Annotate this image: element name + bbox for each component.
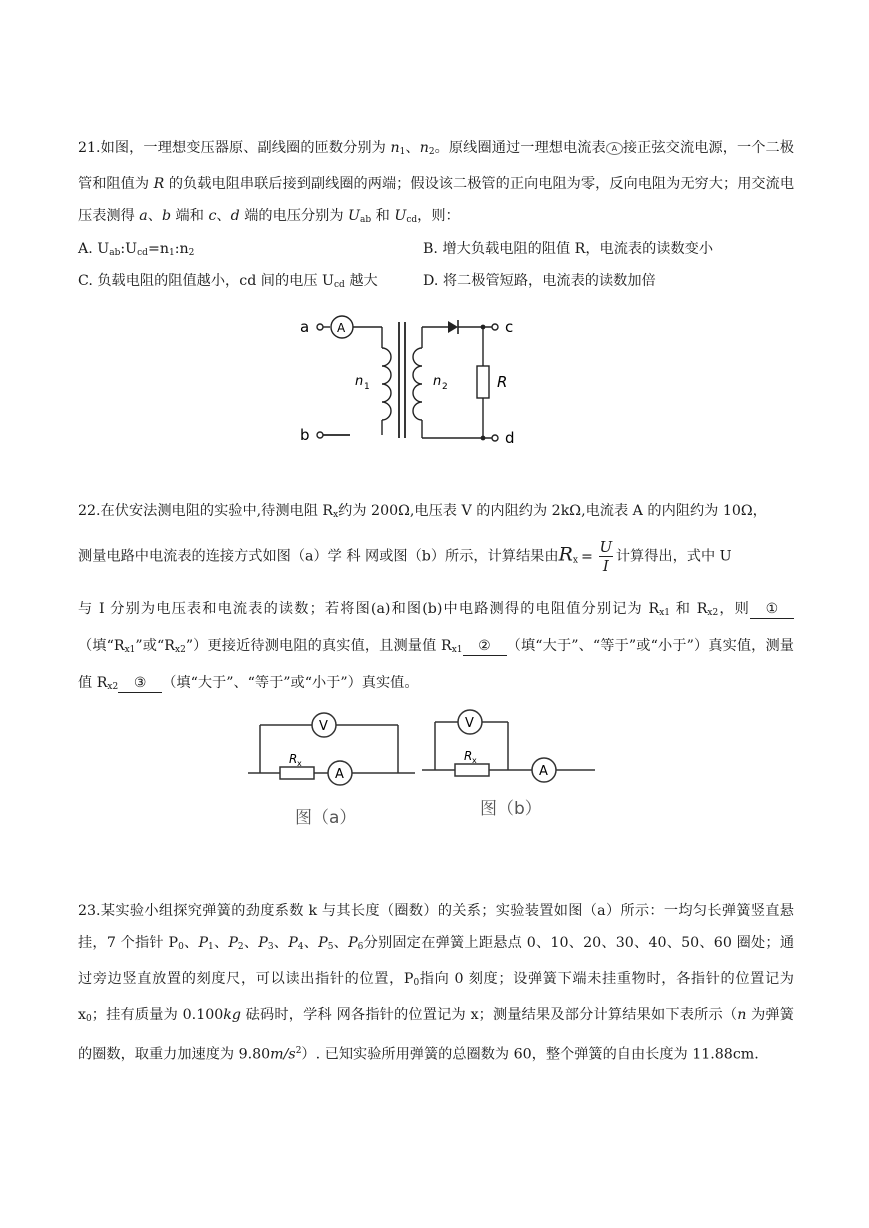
q22-line-3: 与 I 分别为电压表和电流表的读数；若将图(a)和图(b)中电路测得的电阻值分别记为 $R_{x1}$ 和 $R_{x2}$，则 ①（填“$R_{x1}$”或“$R_{x2}$”）更接近待测电阻的真实值，且测量值 $R_{x1}$ ② （填“大于”、“等于”或“小于”）真实值，测量值 $R_{x2}$ ③ （填“大于”、“等于”或“小于”）真实值。 xyxy=(78,601,794,692)
terminal-b-label: b xyxy=(300,426,310,444)
voltammetry-circuit-diagrams xyxy=(240,705,610,835)
terminal-a-label: a xyxy=(300,318,310,336)
q22-line-2: 测量电路中电流表的连接方式如图（a）学 科 网或图（b）所示，计算结果由$R_x$ = $\frac{U}{I}$ 计算得出，式中 U xyxy=(78,538,732,575)
blank-1: ① xyxy=(750,600,794,619)
n2-label: n xyxy=(433,374,442,389)
q21-option-c: C. 负载电阻的阻值越小，cd 间的电压 $U_{cd}$ 越大 xyxy=(78,273,378,290)
q21-option-d: D. 将二极管短路，电流表的读数加倍 xyxy=(423,273,656,289)
terminal-d-label: d xyxy=(505,429,515,447)
n1-label: n xyxy=(355,374,364,389)
blank-2: ② xyxy=(463,637,507,656)
svg-text:x: x xyxy=(297,759,302,768)
q21-option-a: A. $U_{ab}:U_{cd}=n_1:n_2$ xyxy=(78,241,195,258)
ammeter-symbol: A xyxy=(606,142,623,155)
caption-figure-b: 图（b） xyxy=(480,799,542,819)
terminal-c-label: c xyxy=(505,318,514,336)
q22-line-1: 22.在伏安法测电阻的实验中,待测电阻 $R_x$约为 200Ω,电压表 V 的内阻约为 2kΩ,电流表 A 的内阻约为 10Ω， xyxy=(78,503,767,520)
rx-a-label: R xyxy=(289,752,298,766)
transformer-circuit-diagram xyxy=(290,310,550,450)
voltmeter-b-label: V xyxy=(465,716,474,731)
svg-text:2: 2 xyxy=(442,382,448,392)
q21-stem: 21.如图，一理想变压器原、副线圈的匝数分别为 $n_1$、$n_2$。原线圈通过一理想电流表 A 接正弦交流电源，一个二极管和阻值为 R 的负载电阻串联后接到副线圈的两端；假设该二极管的正向电阻为零，反向电阻为无穷大；用交流电压表测得 a、b 端和 c、d 端的电压分别为 $U_{ab}$ 和 $U_{cd}$，则： xyxy=(78,140,795,225)
blank-3: ③ xyxy=(118,674,162,693)
voltmeter-a-label: V xyxy=(319,719,328,734)
ammeter-label: A xyxy=(337,321,346,335)
rx-b-label: R xyxy=(464,749,473,763)
formula-fraction: $\frac{U}{I}$ xyxy=(599,538,613,575)
ammeter-b-label: A xyxy=(539,764,548,779)
svg-text:x: x xyxy=(472,756,477,765)
q23-stem: 23.某实验小组探究弹簧的劲度系数 k 与其长度（圈数）的关系；实验装置如图（a）所示：一均匀长弹簧竖直悬挂，7 个指针 $P_0$、$P_1$、$P_2$、$P_3$、$P_4$、$P_5$、$P_6$分别固定在弹簧上距悬点 0、10、20、30、40、50、60 圈处；通过旁边竖直放置的刻度尺，可以读出指针的位置，$P_0$指向 0 刻度；设弹簧下端未挂重物时，各指针的位置记为 $x_0$；挂有质量为 0.100kg 砝码时，学科 网各指针的位置记为 x；测量结果及部分计算结果如下表所示（n 为弹簧的圈数，取重力加速度为 $9.80m/s^2$）. 已知实验所用弹簧的总圈数为 60，整个弹簧的自由长度为 11.88cm. xyxy=(78,903,795,1063)
resistor-label: R xyxy=(497,373,508,391)
ammeter-a-label: A xyxy=(335,767,344,782)
caption-figure-a: 图（a） xyxy=(295,808,357,828)
svg-text:1: 1 xyxy=(364,382,370,392)
q21-option-b: B. 增大负载电阻的阻值 R，电流表的读数变小 xyxy=(423,241,714,257)
